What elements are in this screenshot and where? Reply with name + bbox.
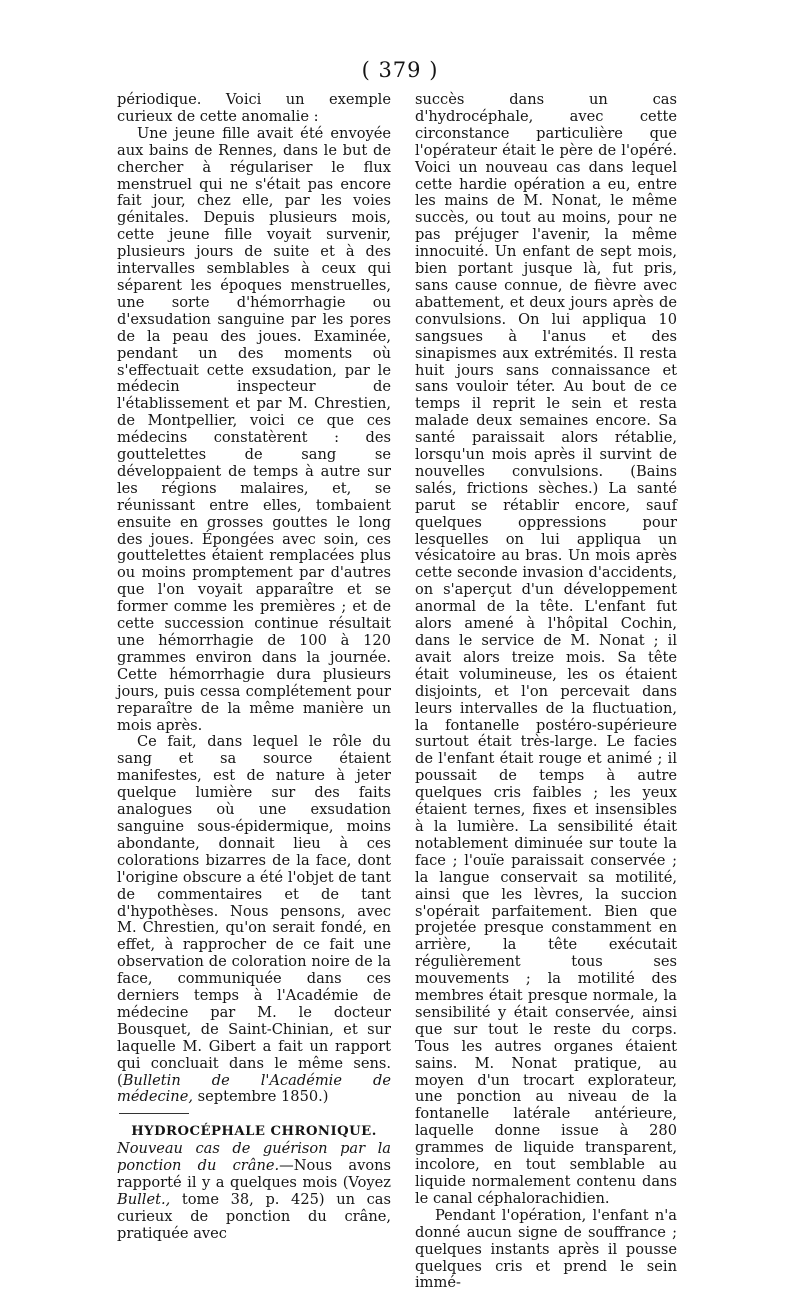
paragraph-text: tome 38, p. 425) un cas curieux de ponction du crâne, pratiquée avec xyxy=(117,1191,391,1242)
section-title: HYDROCÉPHALE CHRONIQUE. xyxy=(131,1124,377,1140)
paragraph-text: Ce fait, dans lequel le rôle du sang et sa source étaient manifestes, est de nature à jeter quelque lumière sur des faits analogues où une exsudation sanguine sous-épidermique, moins abondante, donnait lieu à ces colorations bizarres de la face, dont l'origine obscure a été l'objet de tant de commentaires et de tant d'hypothèses. Nous pensons, avec M. Chrestien, qu'on serait fondé, en effet, à rapprocher de ce fait une observation de coloration noire de la face, communiquée dans ces derniers temps à l'Académie de médecine par M. le docteur Bousquet, de Saint-Chinian, et sur laquelle M. Gibert a fait un rapport qui concluait dans le même sens. ( xyxy=(117,733,391,1089)
paragraph xyxy=(117,734,391,1106)
section-paragraph xyxy=(117,1141,391,1242)
divider xyxy=(119,1113,189,1114)
paragraph: succès dans un cas d'hydrocéphale, avec cette circonstance particulière que l'opérateur était le père de l'opéré. Voici un nouveau cas dans lequel cette hardie opération a eu, entre les mains de M. Nonat, le même succès, ou tout au moins, pour ne pas préjuger l'avenir, la même innocuité. Un enfant de sept mois, bien portant jusque là, fut pris, sans cause connue, de fièvre avec abattement, et deux jours après de convulsions. On lui appliqua 10 sangsues à l'anus et des sinapismes aux extrémités. Il resta huit jours sans connaissance et sans vouloir téter. Au bout de ce temps il reprit le sein et resta malade deux semaines encore. Sa santé paraissait alors rétablie, lorsqu'un mois après il survint de nouvelles convulsions. (Bains salés, frictions sèches.) La santé parut se rétablir encore, sauf quelques oppressions pour lesquelles on lui appliqua un vésicatoire au bras. Un mois après cette seconde invasion d'accidents, on s'aperçut d'un développement anormal de la tête. L'enfant fut alors amené à l'hôpital Cochin, dans le service de M. Nonat ; il avait alors treize mois. Sa tête était volumineuse, les os étaient disjoints, et l'on percevait dans leurs intervalles de la fluctuation, la fontanelle postéro-supérieure surtout était très-large. Le facies de l'enfant était rouge et animé ; il poussait de temps à autre quelques cris faibles ; les yeux étaient ternes, fixes et insensibles à la lumière. La sensibilité était notablement diminuée sur toute la face ; l'ouïe paraissait conservée ; la langue conservait sa motilité, ainsi que les lèvres, la succion s'opérait parfaitement. Bien que projetée presque constamment en arrière, la tête exécutait régulièrement tous ses mouvements ; la motilité des membres était presque normale, la sensibilité y était conservée, ainsi que sur tout le reste du corps. Tous les autres organes étaient sains. M. Nonat pratique, au moyen d'un trocart explorateur, une ponction au niveau de la fontanelle latérale antérieure, laquelle donne issue à 280 grammes de liquide transparent, incolore, en tout semblable au liquide normalement contenu dans le canal céphalorachidien. xyxy=(415,91,677,1207)
right-column xyxy=(415,92,677,1292)
section-subtitle: Nouveau cas de guérison par la ponction du crâne. xyxy=(117,1140,391,1175)
paragraph: Une jeune fille avait été envoyée aux bains de Rennes, dans le but de chercher à régulariser le flux menstruel qui ne s'était pas encore fait jour, chez elle, par les voies génitales. Depuis plusieurs mois, cette jeune fille voyait survenir, plusieurs jours de suite et à des intervalles semblables à ceux qui séparent les époques menstruelles, une sorte d'hémorrhagie ou d'exsudation sanguine par les pores de la peau des joues. Examinée, pendant un des moments où s'effectuait cette exsudation, par le médecin inspecteur de l'établissement et par M. Chrestien, de Montpellier, voici ce que ces médecins constatèrent : des gouttelettes de sang se développaient de temps à autre sur les régions malaires, et, se réunissant entre elles, tombaient ensuite en grosses gouttes le long des joues. Épongées avec soin, ces gouttelettes étaient remplacées plus ou moins promptement par d'autres que l'on voyait apparaître et se former comme les premières ; et de cette succession continue résultait une hémorrhagie de 100 à 120 grammes environ dans la journée. Cette hémorrhagie dura plusieurs jours, puis cessa complétement pour reparaître de la même manière un mois après. xyxy=(117,124,391,734)
citation: Bullet., xyxy=(117,1191,171,1209)
paragraph-text: —Nous avons rapporté il y a quelques mois (Voyez xyxy=(117,1157,391,1192)
citation: Bulletin de l'Académie de médecine, xyxy=(117,1071,391,1106)
left-column xyxy=(117,92,391,1243)
page-number: ( 379 ) xyxy=(361,58,439,82)
paragraph-text: septembre 1850.) xyxy=(192,1088,329,1106)
paragraph: Pendant l'opération, l'enfant n'a donné aucun signe de souffrance ; quelques instants après il pousse quelques cris et prend le sein immé- xyxy=(415,1206,677,1292)
paragraph: périodique. Voici un exemple curieux de cette anomalie : xyxy=(117,91,391,125)
